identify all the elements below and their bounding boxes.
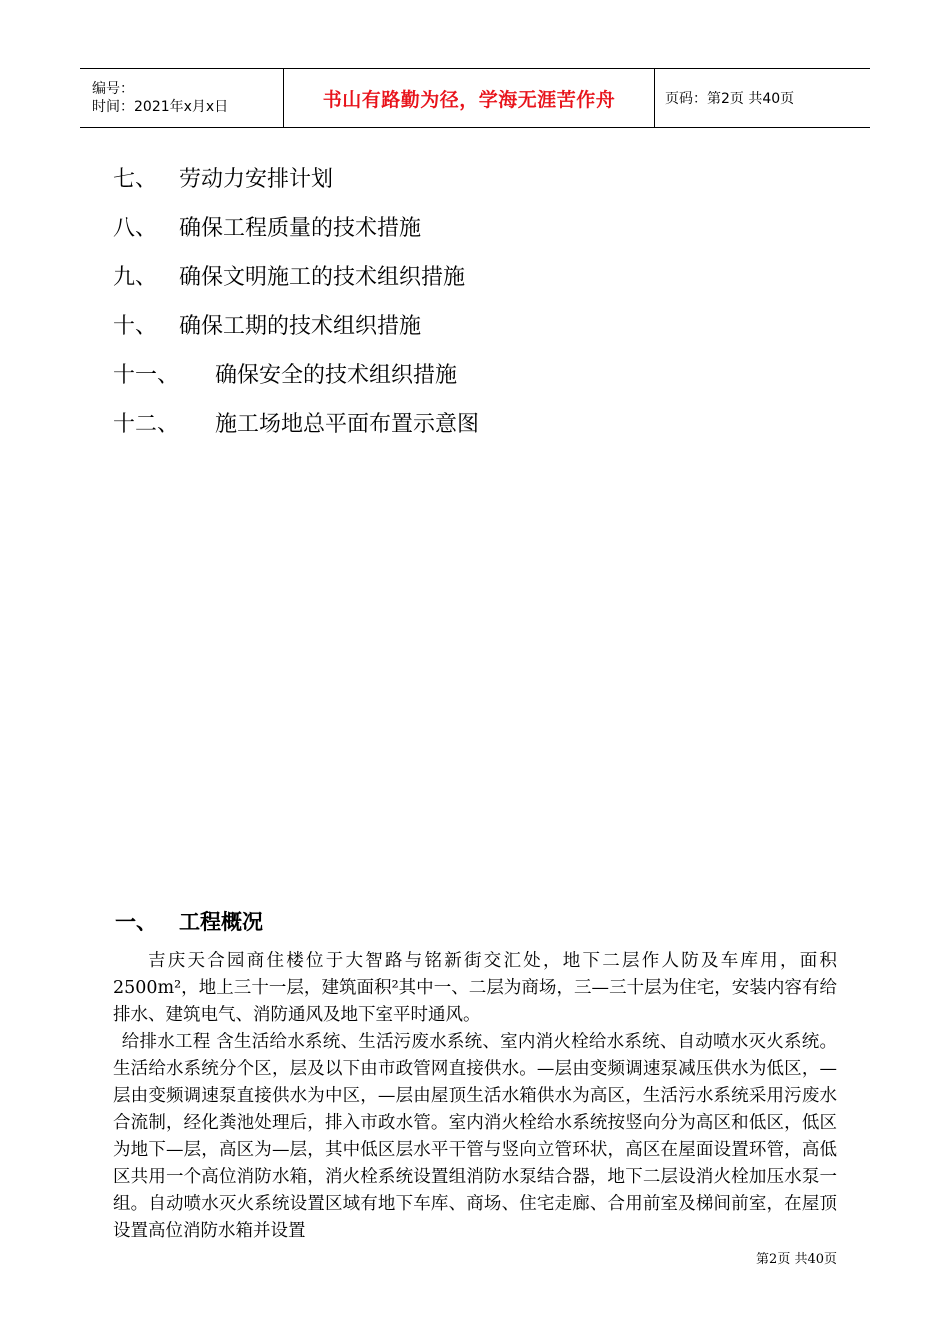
table-of-contents: [113, 160, 479, 454]
paragraph-water-supply: 给排水工程 含生活给水系统、生活污废水系统、室内消火栓给水系统、自动喷水灭火系统。生活给水系统分个区，层及以下由市政管网直接供水。—层由变频调速泵减压供水为低区，—层由变频调速泵直接供水为中区，—层由屋顶生活水箱供水为高区，生活污水系统采用污废水合流制，经化粪池处理后，排入市政水管。室内消火栓给水系统按竖向分为高区和低区，低区为地下—层，高区为—层，其中低区层水平干管与竖向立管环状，高区在屋面设置环管，高低区共用一个高位消防水箱，消火栓系统设置组消防水泵结合器，地下二层设消火栓加压水泵一组。自动喷水灭火系统设置区域有地下车库、商场、住宅走廊、合用前室及梯间前室，在屋顶设置高位消防水箱并设置: [113, 1032, 837, 1241]
header-page-label: 页码：第2页 共40页: [665, 91, 795, 107]
body-text: [113, 948, 837, 1245]
toc-item-number: 七、: [113, 167, 158, 192]
toc-item-text: 确保工期的技术组织措施: [179, 314, 422, 339]
toc-item-number: 九、: [113, 265, 158, 290]
toc-item: [113, 160, 479, 209]
section-number: 一、: [115, 910, 157, 934]
toc-item-number: 十一、: [113, 363, 180, 388]
toc-item-text: 确保文明施工的技术组织措施: [179, 265, 466, 290]
page-header: [80, 68, 870, 128]
paragraph-overview: 吉庆天合园商住楼位于大智路与铭新街交汇处，地下二层作人防及车库用，面积2500m²，地上三十一层，建筑面积²其中一、二层为商场，三—三十层为住宅，安装内容有给排水、建筑电气、消防通风及地下室平时通风。: [113, 951, 837, 1025]
section-heading: [115, 906, 263, 936]
toc-item-number: 十、: [113, 314, 158, 339]
toc-item-text: 施工场地总平面布置示意图: [215, 412, 480, 437]
toc-item-number: 八、: [113, 216, 158, 241]
toc-item: [113, 258, 479, 307]
header-motto: 书山有路勤为径，学海无涯苦作舟: [322, 88, 616, 111]
header-left-cell: [80, 69, 283, 127]
page-footer: 第2页 共40页: [756, 1252, 837, 1267]
header-right-cell: [655, 69, 870, 127]
toc-item: [113, 356, 479, 405]
toc-item-text: 确保工程质量的技术措施: [179, 216, 422, 241]
header-motto-cell: [283, 69, 655, 127]
toc-item-number: 十二、: [113, 412, 180, 437]
toc-item-text: 劳动力安排计划: [179, 167, 334, 192]
toc-item: [113, 209, 479, 258]
code-label: 编号：: [92, 81, 134, 97]
toc-item: [113, 405, 479, 454]
section-title-text: 工程概况: [179, 910, 263, 934]
toc-item: [113, 307, 479, 356]
toc-item-text: 确保安全的技术组织措施: [215, 363, 458, 388]
date-label: 时间：2021年x月x日: [92, 99, 229, 115]
